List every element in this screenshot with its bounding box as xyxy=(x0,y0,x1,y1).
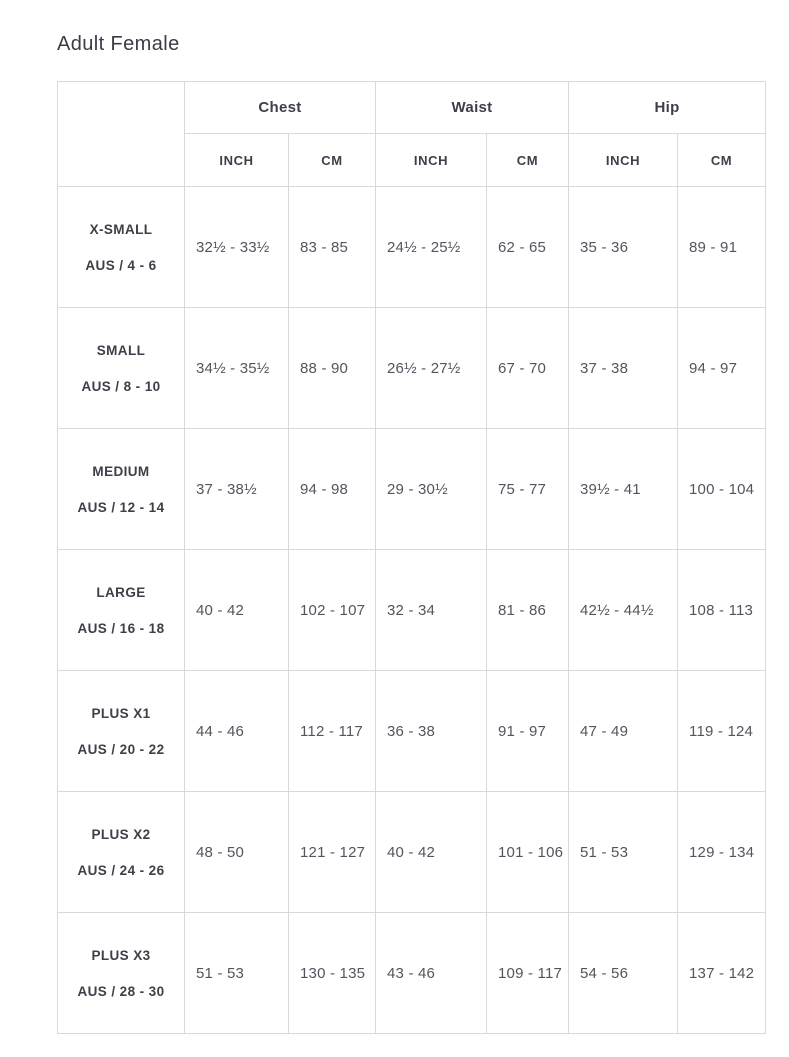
size-name: MEDIUM xyxy=(92,463,150,479)
waist-inch-value: 40 - 42 xyxy=(376,792,487,913)
header-hip: Hip xyxy=(569,82,766,134)
table-row-x-small xyxy=(58,187,766,308)
chest-inch-value: 32½ - 33½ xyxy=(185,187,289,308)
hip-cm-value: 119 - 124 xyxy=(678,671,766,792)
waist-cm-value: 62 - 65 xyxy=(487,187,569,308)
waist-cm-value: 91 - 97 xyxy=(487,671,569,792)
size-name: SMALL xyxy=(96,342,146,358)
chest-cm-value: 94 - 98 xyxy=(289,429,376,550)
table-row-plus-x2 xyxy=(58,792,766,913)
table-row-plus-x1 xyxy=(58,671,766,792)
hip-inch-value: 42½ - 44½ xyxy=(569,550,678,671)
hip-cm-value: 129 - 134 xyxy=(678,792,766,913)
header-waist-cm: CM xyxy=(487,134,569,187)
size-label-cell xyxy=(58,429,185,550)
hip-inch-value: 37 - 38 xyxy=(569,308,678,429)
chest-inch-value: 48 - 50 xyxy=(185,792,289,913)
waist-inch-value: 32 - 34 xyxy=(376,550,487,671)
size-name: PLUS X1 xyxy=(91,705,151,721)
header-hip-inch: INCH xyxy=(569,134,678,187)
chest-inch-value: 40 - 42 xyxy=(185,550,289,671)
header-waist: Waist xyxy=(376,82,569,134)
waist-cm-value: 75 - 77 xyxy=(487,429,569,550)
hip-inch-value: 39½ - 41 xyxy=(569,429,678,550)
hip-cm-value: 137 - 142 xyxy=(678,913,766,1034)
size-name: PLUS X2 xyxy=(91,826,151,842)
size-label-cell xyxy=(58,308,185,429)
size-label-cell xyxy=(58,671,185,792)
size-name: PLUS X3 xyxy=(91,947,151,963)
hip-cm-value: 94 - 97 xyxy=(678,308,766,429)
waist-cm-value: 81 - 86 xyxy=(487,550,569,671)
size-chart-table xyxy=(57,81,766,1034)
chest-cm-value: 130 - 135 xyxy=(289,913,376,1034)
table-row-plus-x3 xyxy=(58,913,766,1034)
size-label-cell xyxy=(58,913,185,1034)
waist-cm-value: 101 - 106 xyxy=(487,792,569,913)
chest-cm-value: 112 - 117 xyxy=(289,671,376,792)
aus-size: AUS / 24 - 26 xyxy=(77,862,165,878)
header-chest: Chest xyxy=(185,82,376,134)
aus-size: AUS / 12 - 14 xyxy=(77,499,165,515)
size-label-cell xyxy=(58,187,185,308)
header-chest-cm: CM xyxy=(289,134,376,187)
waist-inch-value: 36 - 38 xyxy=(376,671,487,792)
aus-size: AUS / 8 - 10 xyxy=(81,378,161,394)
hip-cm-value: 108 - 113 xyxy=(678,550,766,671)
hip-cm-value: 100 - 104 xyxy=(678,429,766,550)
waist-cm-value: 67 - 70 xyxy=(487,308,569,429)
hip-inch-value: 51 - 53 xyxy=(569,792,678,913)
aus-size: AUS / 20 - 22 xyxy=(77,741,165,757)
aus-size: AUS / 28 - 30 xyxy=(77,983,165,999)
page-title: Adult Female xyxy=(57,33,180,55)
table-row-small xyxy=(58,308,766,429)
chest-inch-value: 51 - 53 xyxy=(185,913,289,1034)
waist-inch-value: 26½ - 27½ xyxy=(376,308,487,429)
table-row-medium xyxy=(58,429,766,550)
chest-cm-value: 83 - 85 xyxy=(289,187,376,308)
size-name: LARGE xyxy=(96,584,146,600)
header-waist-inch: INCH xyxy=(376,134,487,187)
aus-size: AUS / 4 - 6 xyxy=(85,257,157,273)
chest-cm-value: 102 - 107 xyxy=(289,550,376,671)
waist-inch-value: 29 - 30½ xyxy=(376,429,487,550)
header-group-row xyxy=(58,82,766,134)
hip-inch-value: 54 - 56 xyxy=(569,913,678,1034)
chest-inch-value: 37 - 38½ xyxy=(185,429,289,550)
chest-inch-value: 34½ - 35½ xyxy=(185,308,289,429)
table-row-large xyxy=(58,550,766,671)
chest-cm-value: 121 - 127 xyxy=(289,792,376,913)
aus-size: AUS / 16 - 18 xyxy=(77,620,165,636)
waist-cm-value: 109 - 117 xyxy=(487,913,569,1034)
header-chest-inch: INCH xyxy=(185,134,289,187)
size-label-cell xyxy=(58,792,185,913)
hip-cm-value: 89 - 91 xyxy=(678,187,766,308)
waist-inch-value: 43 - 46 xyxy=(376,913,487,1034)
size-label-cell xyxy=(58,550,185,671)
hip-inch-value: 47 - 49 xyxy=(569,671,678,792)
chest-cm-value: 88 - 90 xyxy=(289,308,376,429)
corner-cell xyxy=(58,82,185,187)
header-hip-cm: CM xyxy=(678,134,766,187)
waist-inch-value: 24½ - 25½ xyxy=(376,187,487,308)
chest-inch-value: 44 - 46 xyxy=(185,671,289,792)
hip-inch-value: 35 - 36 xyxy=(569,187,678,308)
size-name: X-SMALL xyxy=(89,221,153,237)
